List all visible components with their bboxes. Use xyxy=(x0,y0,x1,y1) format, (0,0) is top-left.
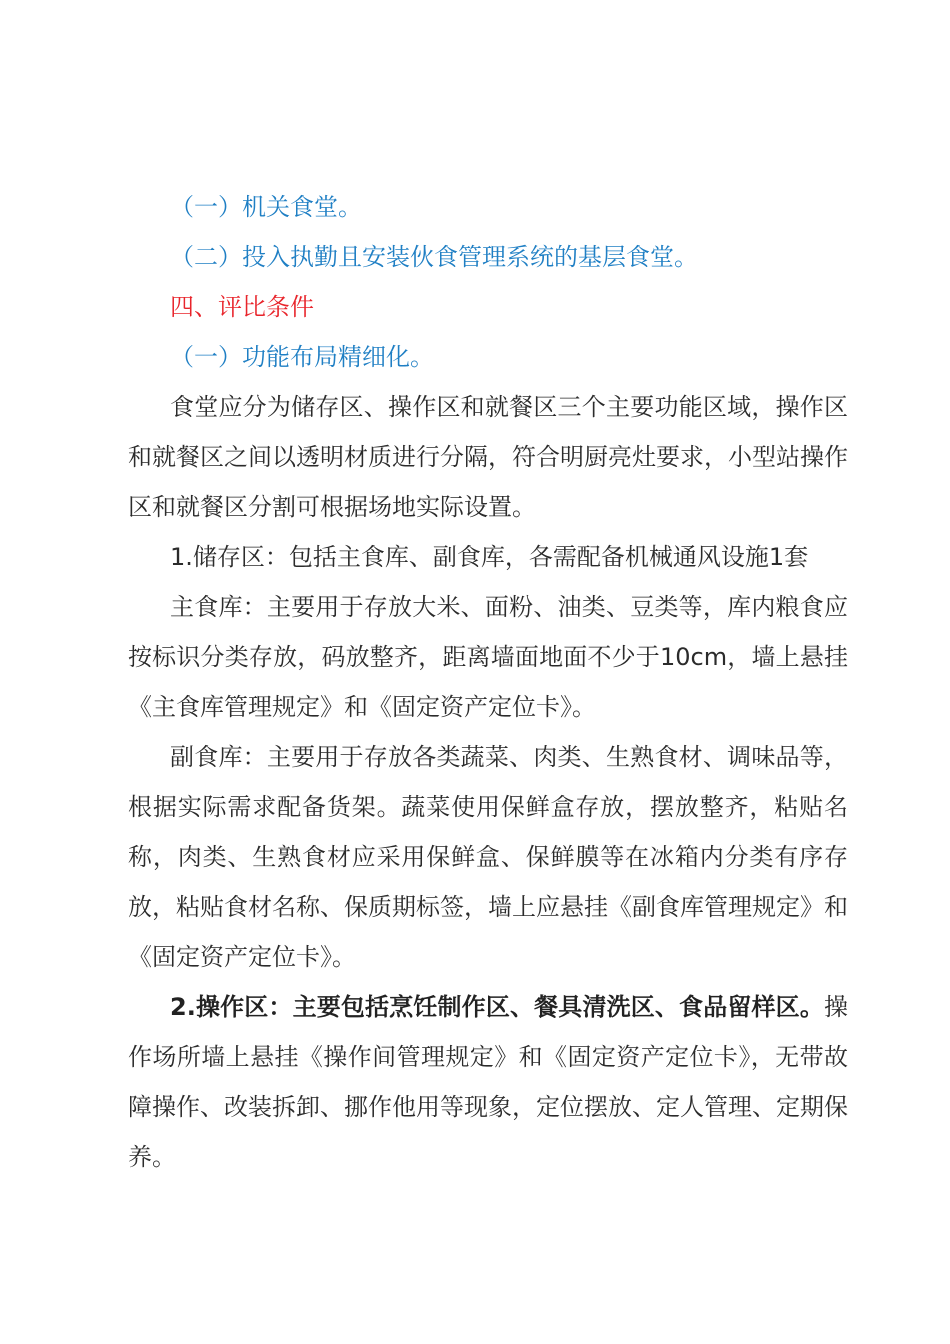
body-paragraph-zones: 食堂应分为储存区、操作区和就餐区三个主要功能区域，操作区和就餐区之间以透明材质进行分隔，符合明厨亮灶要求，小型站操作区和就餐区分割可根据场地实际设置。 xyxy=(128,393,848,521)
body-paragraph-operation-area xyxy=(128,982,848,1182)
document-body xyxy=(128,182,848,1182)
section-heading-criteria: 四、评比条件 xyxy=(170,293,314,321)
subheading-layout: （一）功能布局精细化。 xyxy=(170,343,434,371)
operation-area-text: 操作场所墙上悬挂《操作间管理规定》和《固定资产定位卡》，无带故障操作、改装拆卸、挪作他用等现象，定位摆放、定人管理、定期保养。 xyxy=(128,993,848,1171)
operation-area-bold-lead: 2.操作区：主要包括烹饪制作区、餐具清洗区、食品留样区。 xyxy=(170,993,824,1021)
body-paragraph-storage: 1.储存区：包括主食库、副食库，各需配备机械通风设施1套 xyxy=(170,543,809,571)
body-paragraph-staple-storage: 主食库：主要用于存放大米、面粉、油类、豆类等，库内粮食应按标识分类存放，码放整齐，距离墙面地面不少于10cm，墙上悬挂《主食库管理规定》和《固定资产定位卡》。 xyxy=(128,593,848,721)
subheading-grassroots-canteen: （二）投入执勤且安装伙食管理系统的基层食堂。 xyxy=(170,243,698,271)
body-paragraph-nonstaple-storage: 副食库：主要用于存放各类蔬菜、肉类、生熟食材、调味品等，根据实际需求配备货架。蔬菜使用保鲜盒存放，摆放整齐，粘贴名称，肉类、生熟食材应采用保鲜盒、保鲜膜等在冰箱内分类有序存放，粘贴食材名称、保质期标签，墙上应悬挂《副食库管理规定》和《固定资产定位卡》。 xyxy=(128,743,848,971)
subheading-agency-canteen: （一）机关食堂。 xyxy=(170,193,362,221)
